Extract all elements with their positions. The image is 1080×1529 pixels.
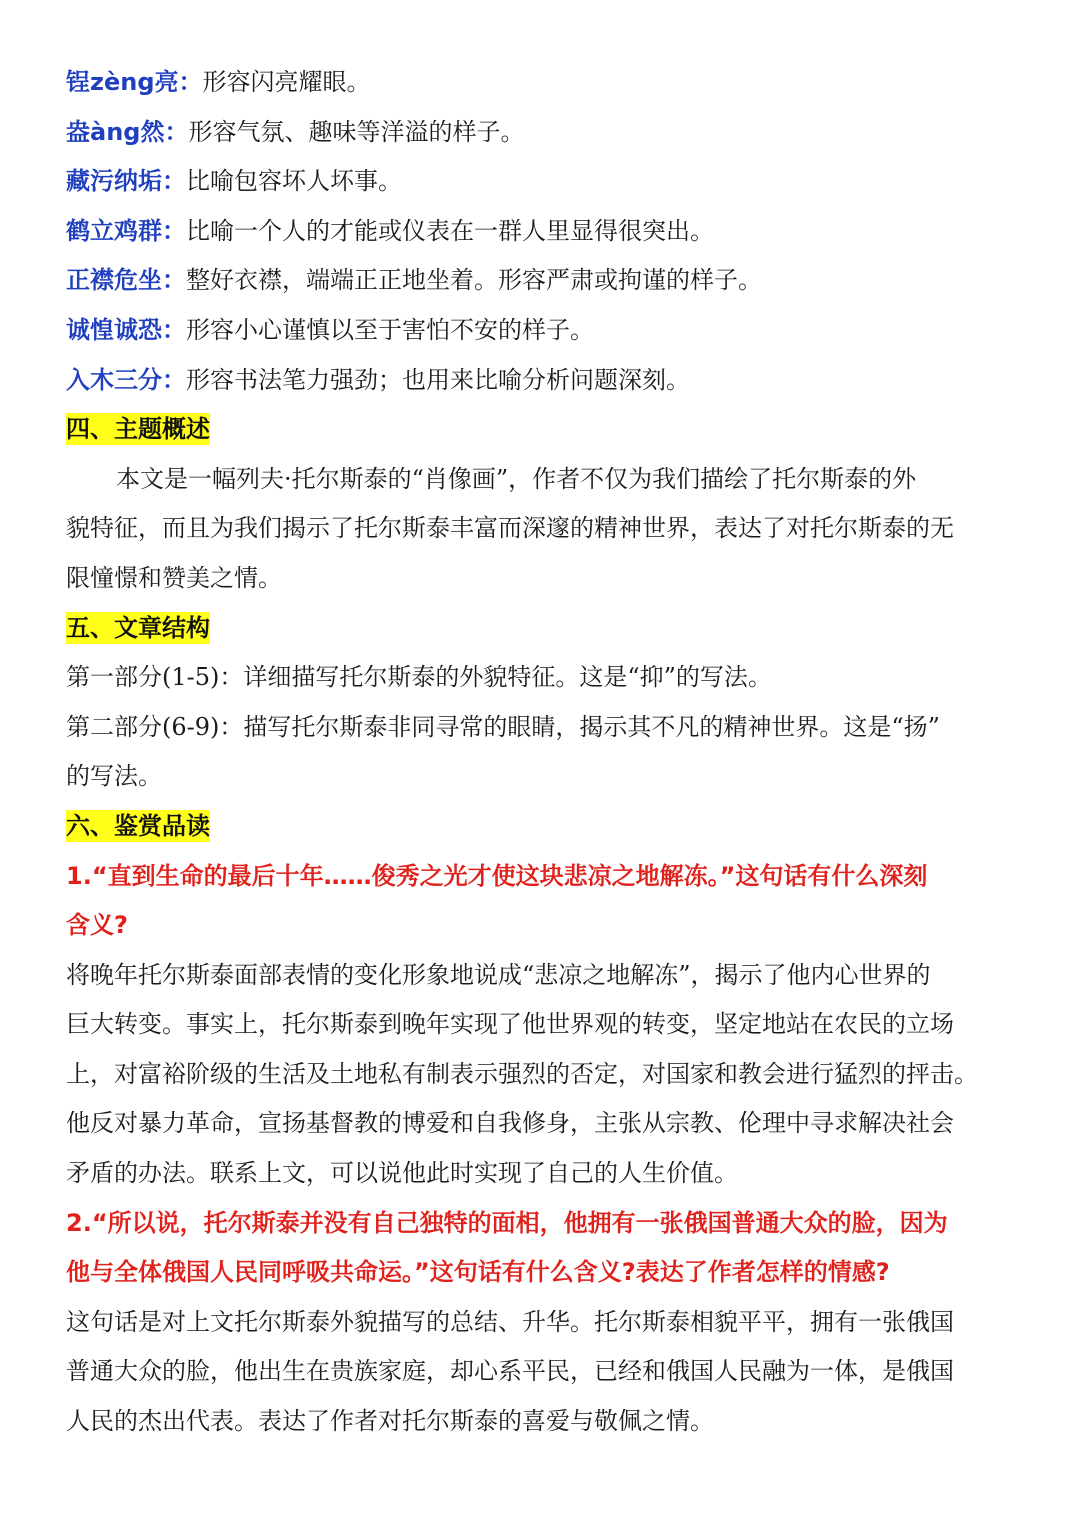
structure-line: 第二部分(6-9)：描写托尔斯泰非同寻常的眼睛，揭示其不凡的精神世界。这是“扬” [66,712,940,741]
vocab-term: 诚惶诚恐： [66,315,186,344]
question-2-line: 2.“所以说，托尔斯泰并没有自己独特的面相，他拥有一张俄国普通大众的脸，因为 [66,1208,948,1237]
vocab-term: 正襟危坐： [66,266,186,295]
vocab-item [66,207,1026,257]
vocab-item [66,58,1026,108]
vocab-definition: 形容闪亮耀眼。 [202,68,371,96]
section-heading-structure [66,604,1026,654]
section-heading-appreciation [66,802,1026,852]
vocab-definition: 形容小心谨慎以至于害怕不安的样子。 [186,315,594,344]
vocab-item [66,108,1026,158]
vocab-term: 藏污纳垢： [66,167,186,196]
answer-1-line: 将晚年托尔斯泰面部表情的变化形象地说成“悲凉之地解冻”，揭示了他内心世界的 [66,960,931,989]
question-2-line: 他与全体俄国人民同呼吸共命运。”这句话有什么含义?表达了作者怎样的情感? [66,1258,890,1287]
vocab-item [66,356,1026,406]
question-1-line: 1.“直到生命的最后十年……俊秀之光才使这块悲凉之地解冻。”这句话有什么深刻 [66,861,928,890]
vocab-term: 锃zèng亮： [66,68,203,96]
vocab-item [66,256,1026,306]
answer-2-line: 人民的杰出代表。表达了作者对托尔斯泰的喜爱与敬佩之情。 [66,1407,714,1436]
vocab-definition: 形容书法笔力强劲；也用来比喻分析问题深刻。 [186,365,690,394]
vocab-item [66,157,1026,207]
vocab-term: 入木三分： [66,365,186,394]
vocab-definition: 整好衣襟，端端正正地坐着。形容严肃或拘谨的样子。 [186,266,762,295]
vocab-item [66,306,1026,356]
vocab-term: 盎àng然： [66,117,189,146]
vocab-definition: 比喻包容坏人坏事。 [186,167,402,196]
vocab-term: 鹤立鸡群： [66,216,186,245]
answer-1-line: 上，对富裕阶级的生活及土地私有制表示强烈的否定，对国家和教会进行猛烈的抨击。 [66,1059,978,1088]
answer-1-line: 巨大转变。事实上，托尔斯泰到晚年实现了他世界观的转变，坚定地站在农民的立场 [66,1010,954,1039]
answer-1-line: 他反对暴力革命，宣扬基督教的博爱和自我修身，主张从宗教、伦理中寻求解决社会 [66,1109,954,1138]
section-heading-label: 四、主题概述 [66,415,210,444]
question-1-line: 含义? [66,911,128,940]
answer-2-line: 普通大众的脸，他出生在贵族家庭，却心系平民，已经和俄国人民融为一体，是俄国 [66,1357,954,1386]
vocab-definition: 形容气氛、趣味等洋溢的样子。 [188,117,525,146]
structure-line: 第一部分(1-5)：详细描写托尔斯泰的外貌特征。这是“抑”的写法。 [66,663,772,692]
answer-1-line: 矛盾的办法。联系上文，可以说他此时实现了自己的人生价值。 [66,1159,738,1188]
theme-paragraph-line: 貌特征，而且为我们揭示了托尔斯泰丰富而深邃的精神世界，表达了对托尔斯泰的无 [66,514,954,543]
vocab-definition: 比喻一个人的才能或仪表在一群人里显得很突出。 [186,216,714,245]
theme-paragraph-line: 限憧憬和赞美之情。 [66,563,282,592]
structure-line: 的写法。 [66,762,162,791]
section-heading-label: 六、鉴赏品读 [66,811,210,840]
section-heading-theme [66,405,1026,455]
document-page [66,58,1026,1447]
answer-2-line: 这句话是对上文托尔斯泰外貌描写的总结、升华。托尔斯泰相貌平平，拥有一张俄国 [66,1307,954,1336]
theme-paragraph-line: 本文是一幅列夫·托尔斯泰的“肖像画”，作者不仅为我们描绘了托尔斯泰的外 [116,464,917,493]
section-heading-label: 五、文章结构 [66,613,210,642]
